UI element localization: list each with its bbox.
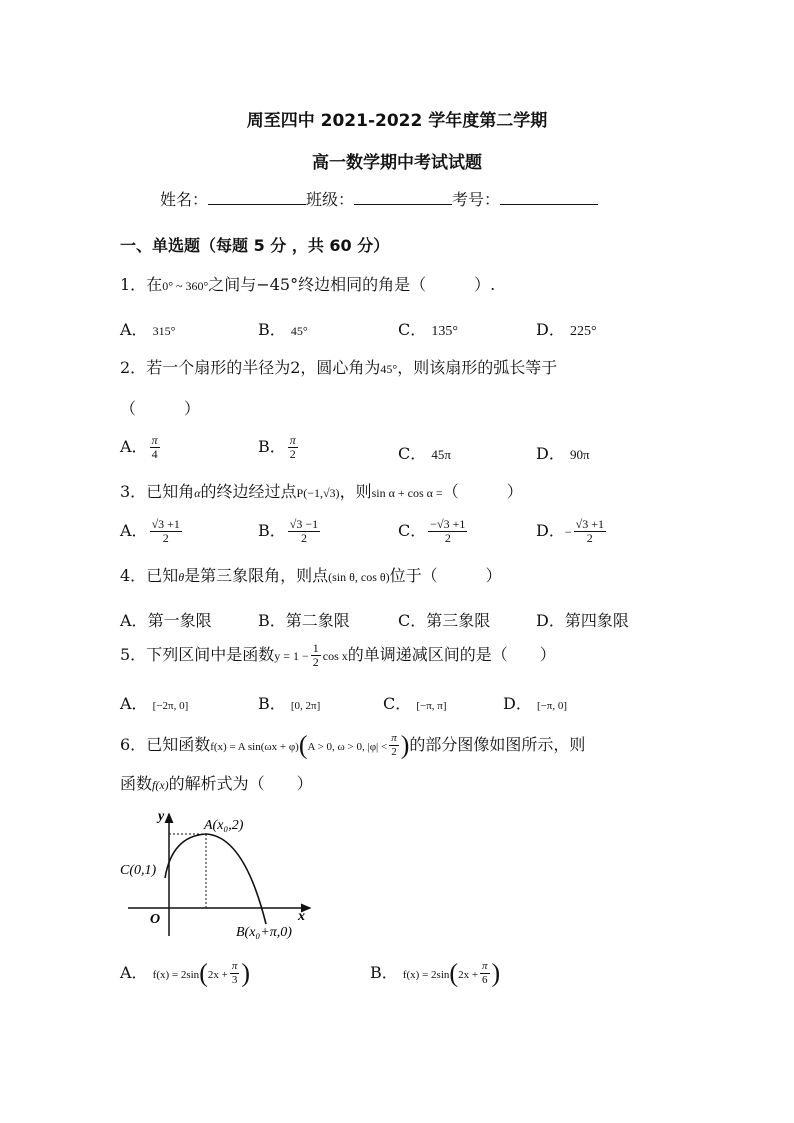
option-label: D． xyxy=(536,611,565,630)
q2-answer-paren: （ ） xyxy=(120,399,201,418)
option-value: [−π, 0] xyxy=(536,700,568,712)
option-lhs: f(x) = 2sin xyxy=(402,969,450,981)
q4-option-c[interactable] xyxy=(398,608,490,631)
q4-number: 4． xyxy=(120,566,147,585)
class-blank[interactable] xyxy=(354,190,452,205)
frac-num: π xyxy=(391,732,397,744)
y-axis-label: y xyxy=(158,809,165,824)
question-5 xyxy=(120,642,556,669)
option-label: B． xyxy=(258,437,286,456)
q1-option-c[interactable] xyxy=(398,317,458,340)
q4-theta: θ xyxy=(178,570,185,584)
option-inner: 2x + xyxy=(207,969,228,981)
question-1 xyxy=(120,275,495,296)
option-value: 第四象限 xyxy=(564,611,629,630)
q5-func-a: y = 1 − xyxy=(274,649,309,663)
q6-stem-a: 已知函数 xyxy=(146,735,211,754)
question-6 xyxy=(120,732,585,759)
q6-stem-c: 函数 xyxy=(120,774,153,793)
question-4 xyxy=(120,566,502,587)
q1-option-b[interactable] xyxy=(258,317,308,340)
option-value: 第三象限 xyxy=(426,611,491,630)
frac-num: √3 −1 xyxy=(289,517,319,531)
q4-stem-a: 已知 xyxy=(146,566,179,585)
q6-number: 6． xyxy=(120,735,147,754)
option-value: [−2π, 0] xyxy=(152,700,189,712)
q4-option-a[interactable] xyxy=(120,608,212,631)
frac-num: π xyxy=(482,960,488,972)
option-label: D． xyxy=(536,521,565,540)
option-label: D． xyxy=(536,320,565,339)
q2-angle: 45° xyxy=(380,362,398,376)
option-label: A． xyxy=(120,611,148,630)
point-a-label: A(x₀,2) xyxy=(204,818,244,833)
frac-den: 6 xyxy=(482,974,488,986)
q5-stem-a: 下列区间中是函数 xyxy=(146,645,275,664)
option-value: 135° xyxy=(431,324,458,339)
q4-point: (sin θ, cos θ) xyxy=(328,570,390,584)
q5-stem-b: 的单调递减区间的是（ ） xyxy=(347,645,556,664)
option-label: B． xyxy=(370,963,398,982)
frac-den: 2 xyxy=(289,447,296,461)
option-value: 90π xyxy=(569,447,590,462)
frac-num: −√3 +1 xyxy=(430,517,466,531)
option-label: C． xyxy=(398,611,427,630)
q5-func-b: cos x xyxy=(322,649,348,663)
frac-num: π xyxy=(289,433,296,447)
option-label: B． xyxy=(258,694,286,713)
q2-option-d[interactable] xyxy=(536,441,590,464)
q2-stem-b: ，则该扇形的弧长等于 xyxy=(397,358,558,377)
option-label: B． xyxy=(258,521,286,540)
option-label: A． xyxy=(120,521,148,540)
question-6-line2 xyxy=(120,774,313,795)
section-heading: 一、单选题（每题 5 分 ，共 60 分） xyxy=(120,236,390,255)
point-b-label: B(x₀+π,0) xyxy=(236,925,292,940)
option-lhs: f(x) = 2sin xyxy=(152,969,200,981)
q4-stem-c: 位于（ ） xyxy=(389,566,502,585)
frac-den: 2 xyxy=(300,531,307,545)
name-label: 姓名： xyxy=(160,190,209,209)
name-blank[interactable] xyxy=(208,190,306,205)
q2-stem-a: 若一个扇形的半径为2，圆心角为 xyxy=(146,358,381,377)
q3-option-c[interactable] xyxy=(398,518,469,545)
q1-range: 0° ~ 360° xyxy=(162,279,209,293)
q6-graph xyxy=(118,808,318,940)
option-label: B． xyxy=(258,611,286,630)
frac-den: 3 xyxy=(231,974,238,986)
point-c-label: C(0,1) xyxy=(120,863,157,878)
origin-label: O xyxy=(150,912,161,927)
question-3 xyxy=(120,482,523,503)
q3-stem-a: 已知角 xyxy=(146,482,195,501)
question-2 xyxy=(120,358,557,379)
q3-option-a[interactable] xyxy=(120,518,184,545)
option-value: 315° xyxy=(152,324,176,338)
option-fraction xyxy=(428,518,467,545)
q4-stem-b: 是第三象限角，则点 xyxy=(184,566,329,585)
option-fraction xyxy=(150,434,160,461)
option-label: C． xyxy=(398,521,427,540)
option-fraction xyxy=(480,960,490,987)
right-paren: ) xyxy=(491,958,501,988)
q5-option-d[interactable] xyxy=(503,691,567,714)
option-sign: − xyxy=(564,525,572,539)
q5-option-c[interactable] xyxy=(383,691,446,714)
sine-curve xyxy=(165,834,266,924)
q3-option-d[interactable] xyxy=(536,518,608,545)
option-value: [0, 2π] xyxy=(290,700,321,712)
student-info-row xyxy=(160,190,598,210)
option-value: [−π, π] xyxy=(416,700,447,712)
q5-half-fraction xyxy=(311,642,321,669)
q6-option-a[interactable] xyxy=(120,960,250,987)
q2-option-b[interactable] xyxy=(258,434,300,461)
q6-func: f(x) = A sin(ωx + φ) xyxy=(210,741,299,753)
frac-den: 4 xyxy=(151,447,158,461)
q1-stem-b: 之间与−45°终边相同的角是（ ）. xyxy=(208,275,496,294)
q4-option-b[interactable] xyxy=(258,608,350,631)
q4-option-d[interactable] xyxy=(536,608,629,631)
left-paren: ( xyxy=(199,958,208,988)
option-label: A． xyxy=(120,963,148,982)
q6-cond: A > 0, ω > 0, |φ| < xyxy=(307,741,388,753)
q6-fx: f(x) xyxy=(152,778,169,792)
q3-option-b[interactable] xyxy=(258,518,322,545)
option-label: C． xyxy=(383,694,412,713)
x-axis-label: x xyxy=(298,909,305,924)
q3-stem-c: ，则 xyxy=(339,482,372,501)
left-paren: ( xyxy=(449,958,459,988)
option-inner: 2x + xyxy=(458,969,479,981)
q5-option-b[interactable] xyxy=(258,691,320,714)
option-value: 225° xyxy=(569,324,597,339)
q3-stem-b: 的终边经过点 xyxy=(200,482,297,501)
frac-den: 2 xyxy=(444,531,451,545)
q1-number: 1． xyxy=(120,275,147,294)
q5-option-a[interactable] xyxy=(120,691,188,714)
option-label: A． xyxy=(120,694,148,713)
frac-num: 1 xyxy=(312,641,319,655)
option-label: C． xyxy=(398,320,427,339)
exam-no-blank[interactable] xyxy=(500,190,598,205)
frac-den: 2 xyxy=(312,655,319,669)
right-paren: ) xyxy=(241,958,251,988)
frac-num: π xyxy=(151,433,158,447)
frac-num: √3 +1 xyxy=(151,517,180,531)
q5-number: 5． xyxy=(120,645,147,664)
option-label: A． xyxy=(120,437,148,456)
frac-den: 2 xyxy=(586,531,593,545)
option-label: C． xyxy=(398,444,427,463)
page-title: 周至四中 2021-2022 学年度第二学期 xyxy=(246,111,548,131)
frac-num: √3 +1 xyxy=(575,517,604,531)
q6-cond-fraction xyxy=(389,732,399,759)
q1-option-d[interactable] xyxy=(536,317,597,340)
option-label: B． xyxy=(258,320,286,339)
q1-stem-a: 在 xyxy=(146,275,163,294)
option-value: 第一象限 xyxy=(147,611,212,630)
q3-alpha: α xyxy=(194,486,201,500)
page-subtitle: 高一数学期中考试试题 xyxy=(312,153,482,173)
q1-option-a[interactable] xyxy=(120,317,175,340)
q2-option-c[interactable] xyxy=(398,441,451,464)
q6-stem-d: 的解析式为（ ） xyxy=(168,774,313,793)
frac-num: π xyxy=(231,960,238,972)
option-fraction xyxy=(150,518,182,545)
q3-number: 3． xyxy=(120,482,147,501)
option-fraction xyxy=(574,518,606,545)
q6-option-b[interactable] xyxy=(370,960,500,987)
q2-option-a[interactable] xyxy=(120,434,162,461)
option-value: 45° xyxy=(290,324,308,338)
option-fraction xyxy=(230,960,240,987)
option-label: D． xyxy=(503,694,532,713)
q3-point: P(−1,√3) xyxy=(296,486,340,500)
option-label: D． xyxy=(536,444,565,463)
q6-left-paren: ( xyxy=(298,730,308,760)
q2-number: 2． xyxy=(120,358,147,377)
q6-stem-b: 的部分图像如图所示，则 xyxy=(409,735,586,754)
option-label: A． xyxy=(120,320,148,339)
option-value: 45π xyxy=(431,447,451,462)
q3-paren: （ ） xyxy=(442,482,523,501)
option-fraction xyxy=(288,434,298,461)
class-label: 班级： xyxy=(306,190,355,209)
q3-expr: sin α + cos α = xyxy=(371,486,443,500)
option-value: 第二象限 xyxy=(285,611,350,630)
frac-den: 2 xyxy=(391,746,397,758)
option-fraction xyxy=(288,518,320,545)
exam-no-label: 考号： xyxy=(452,190,501,209)
frac-den: 2 xyxy=(162,531,169,545)
q6-right-paren: ) xyxy=(400,730,410,760)
